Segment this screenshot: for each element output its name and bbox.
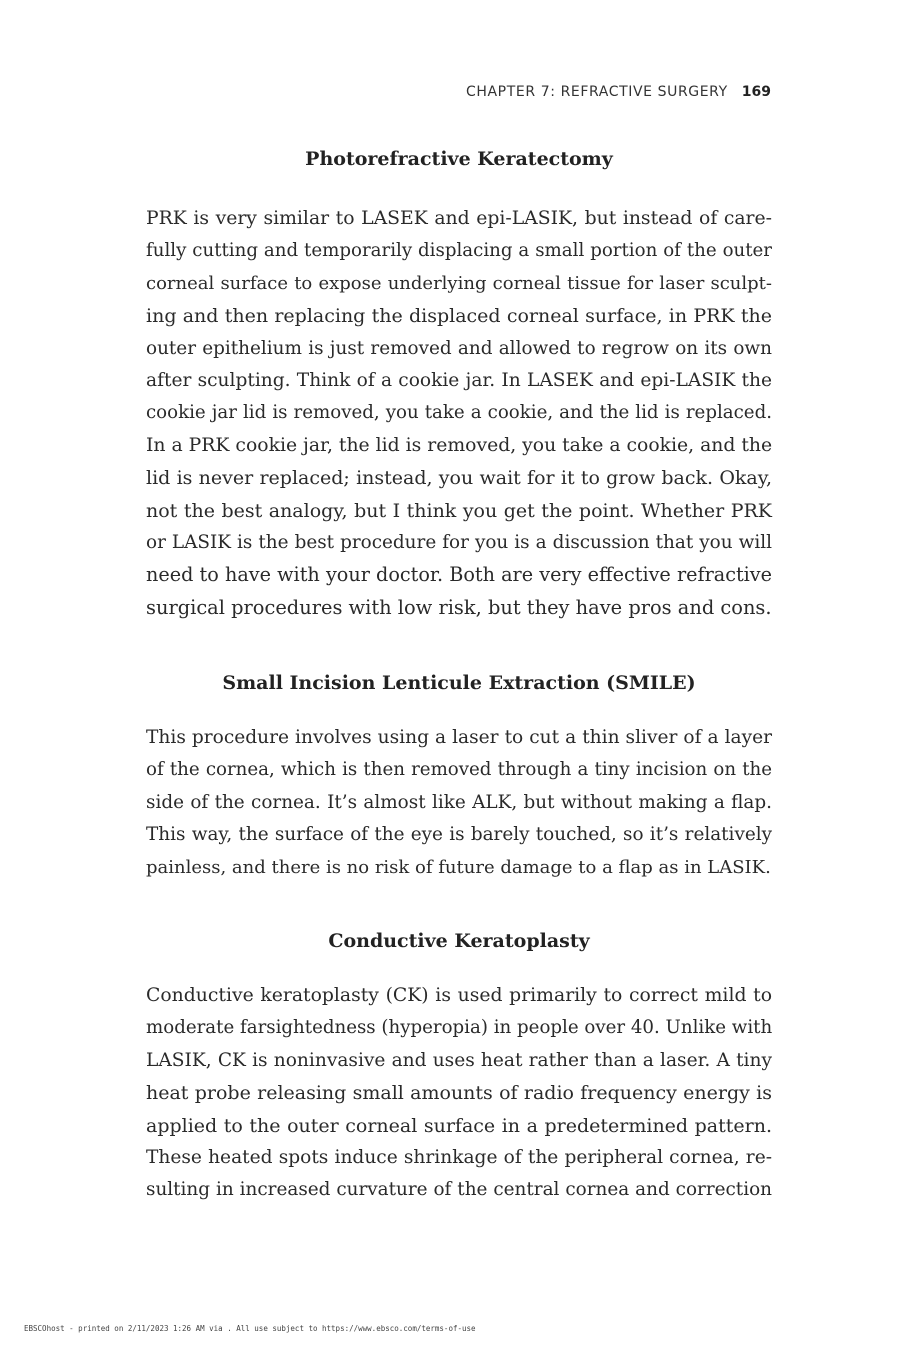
text-line: outer epithelium is just removed and allowed to regrow on its own <box>146 337 772 359</box>
paragraph-prk <box>146 203 772 624</box>
text-line: or LASIK is the best procedure for you is a discussion that you will <box>146 531 772 553</box>
text-line: of the cornea, which is then removed through a tiny incision on the <box>146 759 772 781</box>
text-line: ing and then replacing the displaced corneal surface, in PRK the <box>146 305 772 328</box>
text-line: LASIK, CK is noninvasive and uses heat rather than a laser. A tiny <box>146 1049 772 1071</box>
text-line: sulting in increased curvature of the central cornea and correction <box>146 1179 772 1201</box>
text-line: heat probe releasing small amounts of radio frequency energy is <box>146 1082 772 1105</box>
page-number: 169 <box>741 84 771 100</box>
text-line: fully cutting and temporarily displacing a small portion of the outer <box>146 240 772 262</box>
text-line: side of the cornea. It’s almost like ALK, but without making a flap. <box>146 791 772 813</box>
text-line: Conductive keratoplasty (CK) is used primarily to correct mild to <box>146 985 772 1006</box>
text-line: need to have with your doctor. Both are very effective refractive <box>146 563 772 587</box>
text-line: lid is never replaced; instead, you wait for it to grow back. Okay, <box>146 467 772 490</box>
print-footer: EBSCOhost - printed on 2/11/2023 1:26 AM via . All use subject to https://www.ebsco.com/terms-of-use <box>24 1324 476 1333</box>
text-line: corneal surface to expose underlying corneal tissue for laser sculpt- <box>146 272 772 294</box>
text-line: surgical procedures with low risk, but they have pros and cons. <box>146 595 772 619</box>
section-heading-prk: Photorefractive Keratectomy <box>305 148 613 170</box>
section-heading-ck: Conductive Keratoplasty <box>328 930 590 952</box>
chapter-title: CHAPTER 7: REFRACTIVE SURGERY <box>466 84 728 100</box>
text-line: In a PRK cookie jar, the lid is removed, you take a cookie, and the <box>146 434 773 456</box>
text-line: applied to the outer corneal surface in a predetermined pattern. <box>146 1114 772 1137</box>
text-line: cookie jar lid is removed, you take a cookie, and the lid is replaced. <box>146 402 772 424</box>
text-line: after sculpting. Think of a cookie jar. In LASEK and epi-LASIK the <box>146 369 772 391</box>
text-line: PRK is very similar to LASEK and epi-LASIK, but instead of care- <box>146 208 772 229</box>
text-line: These heated spots induce shrinkage of the peripheral cornea, re- <box>146 1146 772 1168</box>
section-heading-smile: Small Incision Lenticule Extraction (SMILE) <box>222 672 696 694</box>
text-line: not the best analogy, but I think you get the point. Whether PRK <box>146 499 772 522</box>
text-line: painless, and there is no risk of future damage to a flap as in LASIK. <box>146 856 771 878</box>
text-line: This way, the surface of the eye is barely touched, so it’s relatively <box>146 824 772 846</box>
paragraph-smile <box>146 722 772 884</box>
paragraph-ck <box>146 980 772 1207</box>
text-line: This procedure involves using a laser to cut a thin sliver of a layer <box>146 727 772 748</box>
running-head <box>466 84 771 100</box>
text-line: moderate farsightedness (hyperopia) in people over 40. Unlike with <box>146 1017 773 1039</box>
